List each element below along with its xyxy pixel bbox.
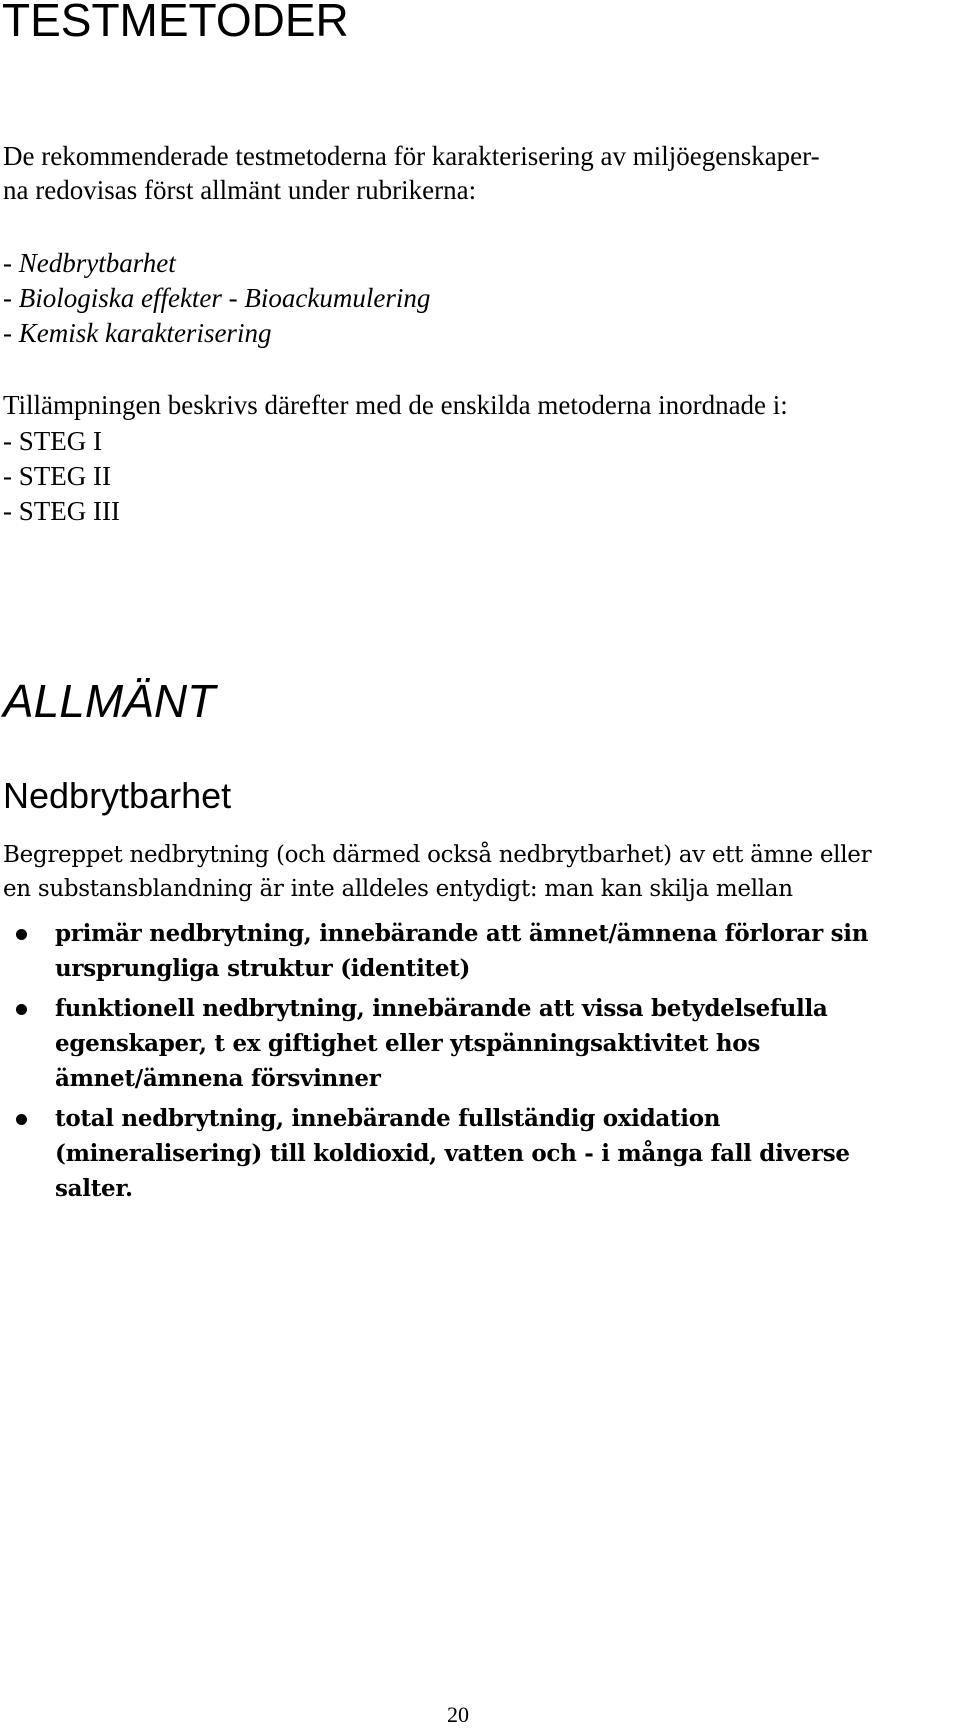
- bullet-dot: [16, 1004, 27, 1015]
- page-title: TESTMETODER: [2, 0, 349, 46]
- bullet-item-line: ämnet/ämnena försvinner: [55, 1065, 381, 1092]
- section-heading: ALLMÄNT: [3, 675, 216, 727]
- bullet-item-line: funktionell nedbrytning, innebärande att vissa betydelsefulla: [55, 995, 828, 1022]
- sub-heading: Nedbrytbarhet: [3, 775, 232, 816]
- rubric-item: - Nedbrytbarhet: [3, 248, 176, 278]
- page-number: 20: [447, 1702, 469, 1727]
- rubric-item: - Kemisk karakterisering: [3, 318, 272, 348]
- paragraph-line-1: Begreppet nedbrytning (och därmed också nedbrytbarhet) av ett ämne eller: [3, 842, 872, 868]
- bullet-item-line: (mineralisering) till koldioxid, vatten och - i många fall diverse: [55, 1140, 850, 1167]
- step-item: - STEG III: [3, 496, 120, 526]
- step-item: - STEG I: [3, 426, 102, 456]
- bullet-item-line: ursprungliga struktur (identitet): [55, 955, 471, 982]
- application-text: Tillämpningen beskrivs därefter med de enskilda metoderna inordnade i:: [3, 390, 788, 420]
- bullet-item-line: egenskaper, t ex giftighet eller ytspänningsaktivitet hos: [55, 1030, 760, 1057]
- bullet-item-line: total nedbrytning, innebärande fullständig oxidation: [55, 1105, 721, 1132]
- bullet-item-line: primär nedbrytning, innebärande att ämnet/ämnena förlorar sin: [55, 920, 869, 947]
- step-item: - STEG II: [3, 461, 111, 491]
- intro-text-line-1: De rekommenderade testmetoderna för karakterisering av miljöegenskaper-: [3, 141, 820, 171]
- paragraph-line-2: en substansblandning är inte alldeles entydigt: man kan skilja mellan: [3, 876, 793, 902]
- intro-text-line-2: na redovisas först allmänt under rubrikerna:: [3, 175, 477, 205]
- bullet-item-line: salter.: [55, 1175, 133, 1202]
- rubric-item: - Biologiska effekter - Bioackumulering: [3, 283, 431, 313]
- bullet-dot: [16, 929, 27, 940]
- bullet-dot: [16, 1114, 27, 1125]
